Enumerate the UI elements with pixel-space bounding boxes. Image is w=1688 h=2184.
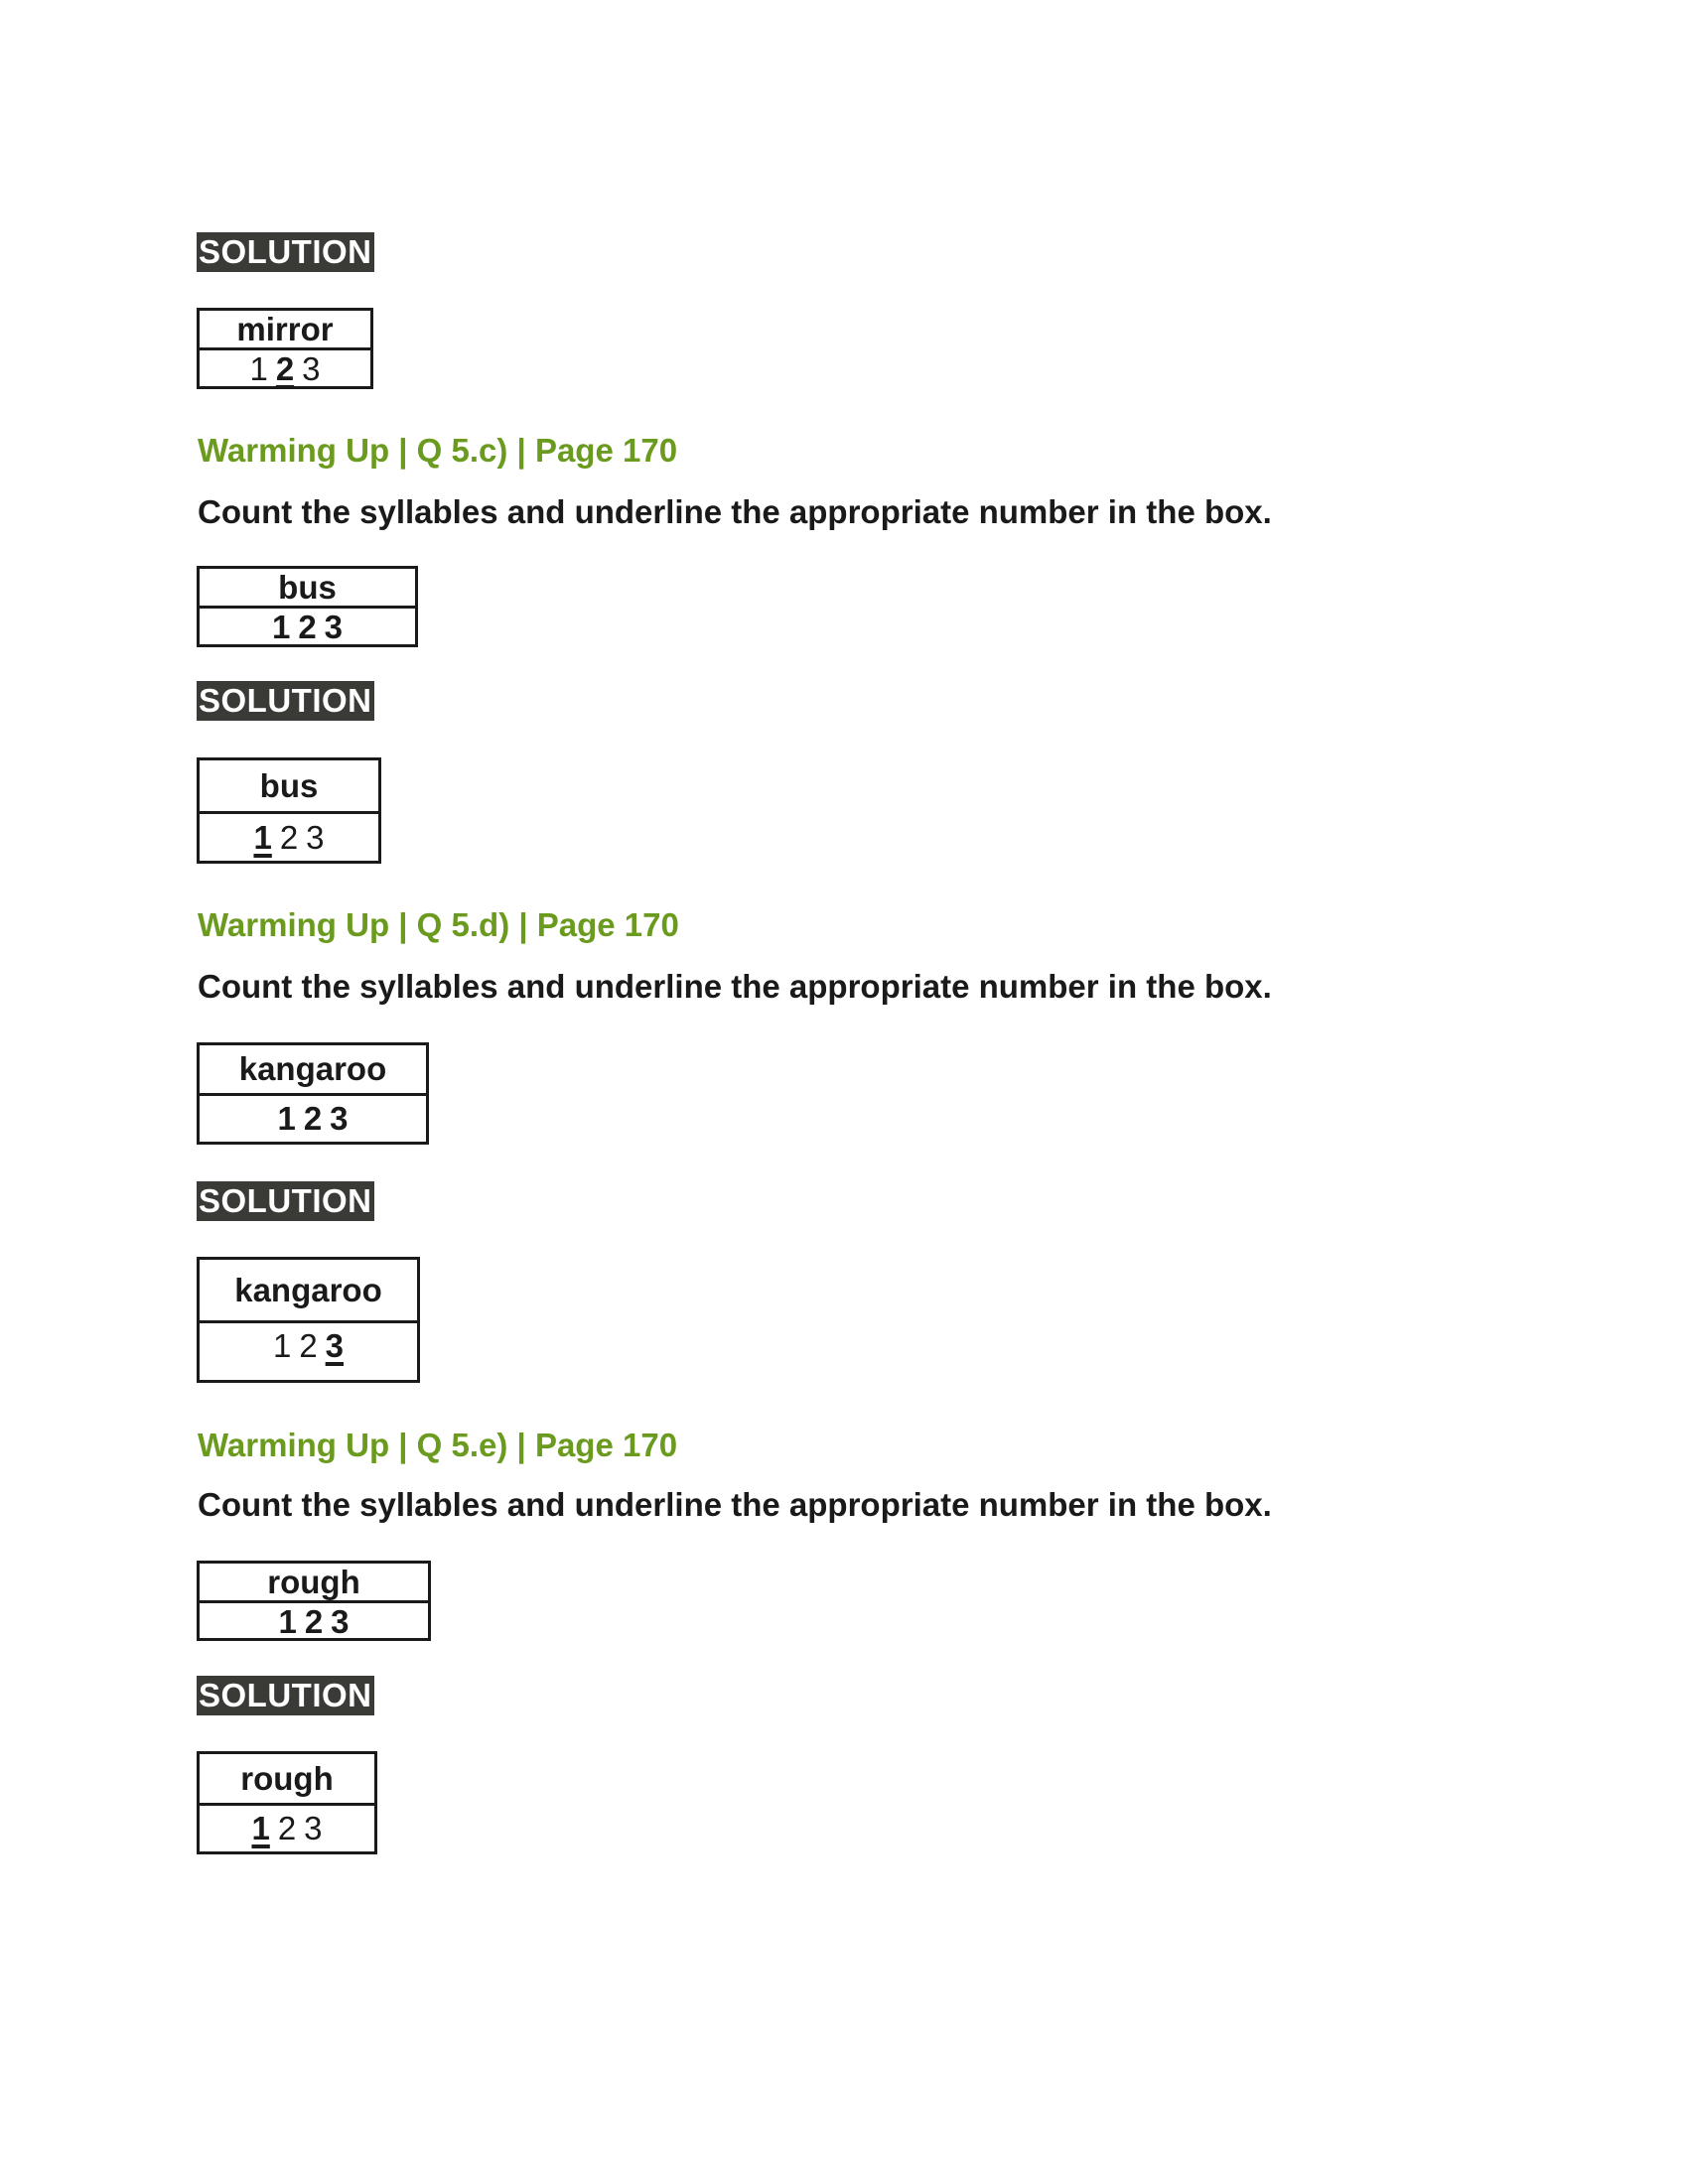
number-2: 2 [303, 1100, 323, 1137]
number-1-underlined: 1 [253, 818, 272, 856]
solution-box-kangaroo [197, 1257, 420, 1383]
solution-box-rough [197, 1751, 377, 1854]
box-word: mirror [200, 311, 370, 350]
number-1: 1 [272, 1327, 292, 1364]
number-2: 2 [277, 1810, 297, 1846]
number-3: 3 [330, 1100, 349, 1137]
question-box-rough [197, 1561, 431, 1641]
question-heading: Warming Up | Q 5.c) | Page 170 [198, 432, 678, 469]
number-3: 3 [324, 609, 344, 645]
number-2: 2 [304, 1603, 324, 1640]
number-3: 3 [304, 1810, 323, 1846]
box-numbers [200, 1323, 417, 1380]
box-word: kangaroo [200, 1045, 426, 1096]
question-instruction: Count the syllables and underline the appropriate number in the box. [198, 968, 1272, 1005]
number-3: 3 [306, 818, 325, 856]
box-word: bus [200, 760, 378, 814]
box-numbers [200, 609, 415, 646]
box-word: rough [200, 1754, 374, 1806]
box-word: kangaroo [200, 1260, 417, 1323]
solution-badge: SOLUTION [199, 233, 372, 270]
number-1: 1 [278, 1603, 297, 1640]
box-word: rough [200, 1564, 428, 1603]
number-2: 2 [279, 818, 299, 856]
question-heading: Warming Up | Q 5.e) | Page 170 [198, 1427, 678, 1463]
solution-badge: SOLUTION [199, 682, 372, 719]
question-instruction: Count the syllables and underline the appropriate number in the box. [198, 493, 1272, 530]
question-heading: Warming Up | Q 5.d) | Page 170 [198, 906, 679, 943]
solution-box-mirror [197, 308, 373, 389]
number-1: 1 [271, 609, 291, 645]
number-2: 2 [299, 1327, 318, 1364]
number-2: 2 [298, 609, 317, 645]
number-2-underlined: 2 [275, 350, 295, 387]
question-box-kangaroo [197, 1042, 429, 1145]
number-1-underlined: 1 [251, 1810, 270, 1846]
solution-badge: SOLUTION [199, 1182, 372, 1219]
solution-badge: SOLUTION [199, 1677, 372, 1713]
number-3-underlined: 3 [325, 1327, 345, 1364]
box-numbers [200, 1096, 426, 1142]
question-instruction: Count the syllables and underline the appropriate number in the box. [198, 1486, 1272, 1523]
box-numbers [200, 1603, 428, 1641]
box-numbers [200, 350, 370, 388]
question-box-bus [197, 566, 418, 647]
number-3: 3 [302, 350, 321, 387]
box-numbers [200, 814, 378, 861]
number-1: 1 [249, 350, 268, 387]
box-numbers [200, 1806, 374, 1851]
box-word: bus [200, 569, 415, 609]
number-1: 1 [277, 1100, 296, 1137]
number-3: 3 [331, 1603, 350, 1640]
solution-box-bus [197, 757, 381, 864]
